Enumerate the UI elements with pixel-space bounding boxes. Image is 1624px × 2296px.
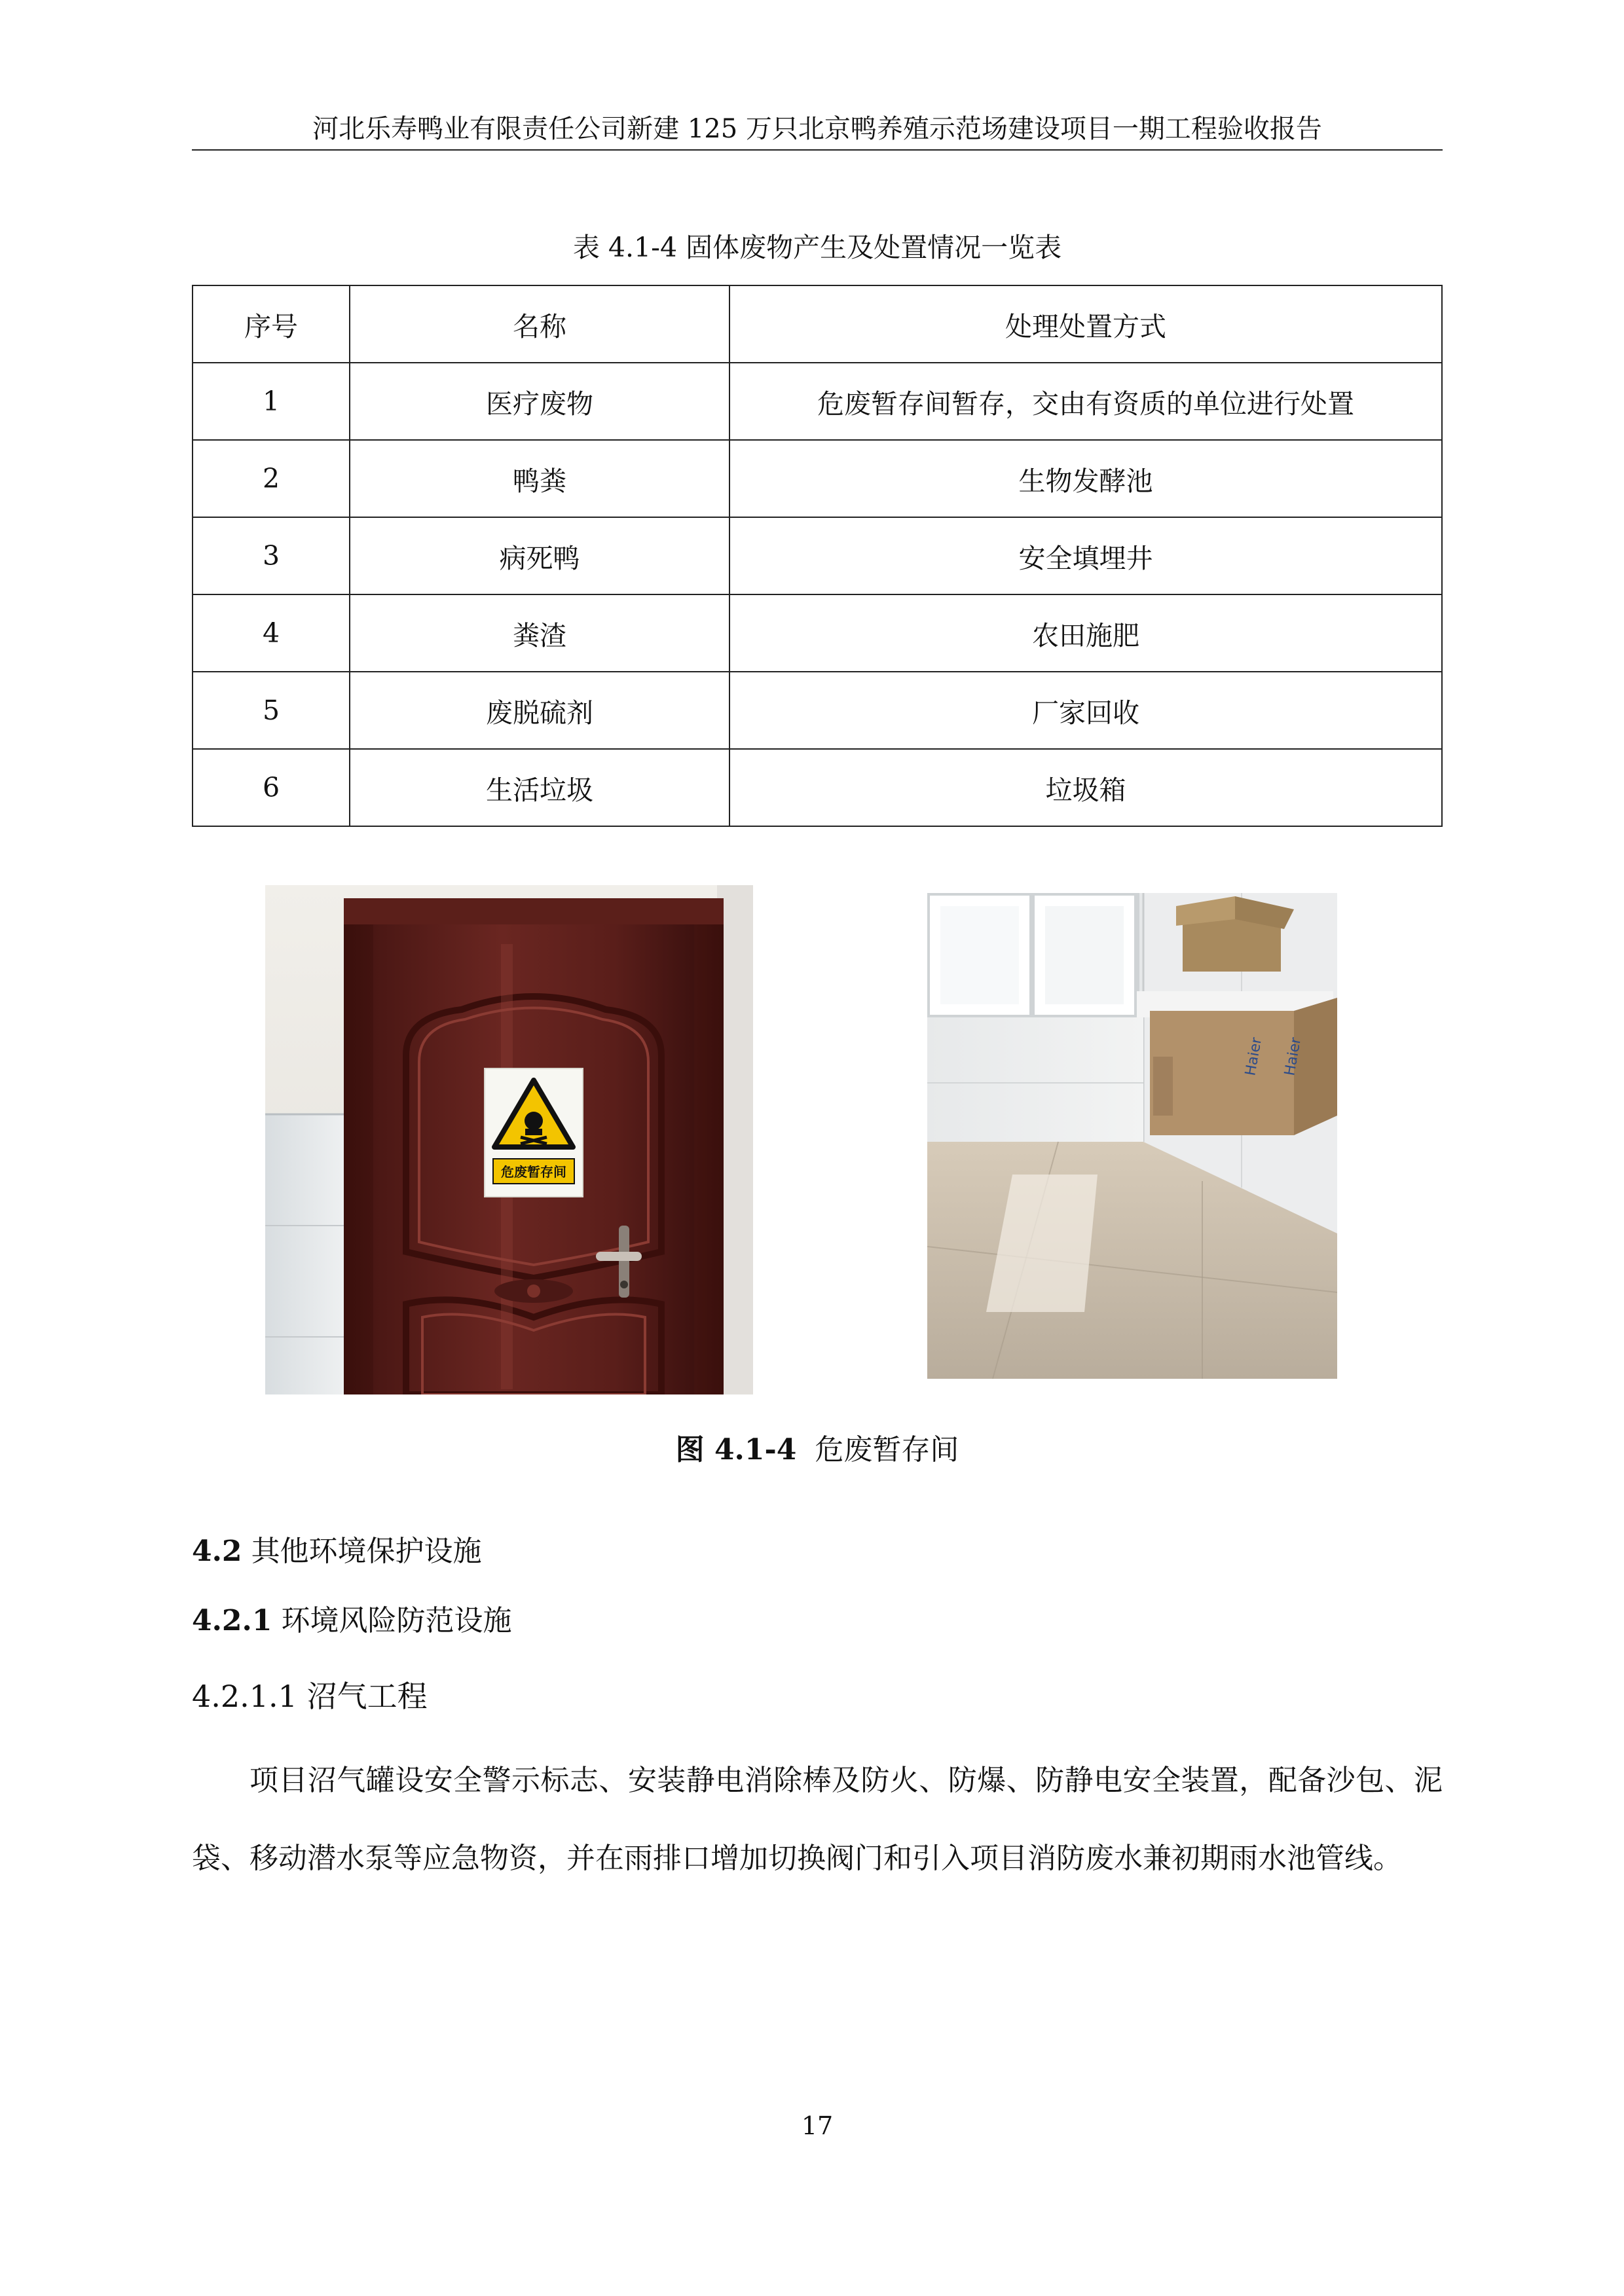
- section-title: 其他环境保护设施: [251, 1535, 482, 1568]
- cell-seq: 1: [193, 363, 350, 440]
- box-brand-label-2: Haier: [1282, 1036, 1305, 1078]
- column-header-method: 处理处置方式: [729, 285, 1442, 363]
- section-number: 4.2.1: [192, 1604, 272, 1637]
- section-heading-4-2-1-1: [192, 1676, 428, 1717]
- cell-seq: 5: [193, 672, 350, 749]
- cell-seq: 4: [193, 594, 350, 672]
- figure-caption: [192, 1430, 1443, 1470]
- section-heading-4-2-1: [192, 1601, 511, 1641]
- door-photo: [265, 885, 753, 1394]
- cell-name: 生活垃圾: [350, 749, 729, 826]
- column-header-name: 名称: [350, 285, 729, 363]
- table-header-row: [193, 285, 1442, 363]
- table-row: [193, 363, 1442, 440]
- column-header-seq: 序号: [193, 285, 350, 363]
- running-header: 河北乐寿鸭业有限责任公司新建 125 万只北京鸭养殖示范场建设项目一期工程验收报告: [312, 114, 1322, 144]
- cell-method: 安全填埋井: [729, 517, 1442, 594]
- cell-seq: 2: [193, 440, 350, 517]
- cell-method: 危废暂存间暂存，交由有资质的单位进行处置: [729, 363, 1442, 440]
- cell-name: 废脱硫剂: [350, 672, 729, 749]
- section-title: 环境风险防范设施: [281, 1604, 512, 1637]
- table-row: [193, 672, 1442, 749]
- table-caption: 表 4.1-4 固体废物产生及处置情况一览表: [572, 232, 1062, 263]
- figure-number: 图 4.1-4: [675, 1433, 797, 1467]
- cell-name: 医疗废物: [350, 363, 729, 440]
- cell-method: 厂家回收: [729, 672, 1442, 749]
- section-heading-4-2: [192, 1532, 482, 1571]
- figure-title: 危废暂存间: [815, 1433, 959, 1467]
- page-number: 17: [801, 2111, 834, 2140]
- section-number: 4.2: [192, 1535, 242, 1568]
- section-title: 沼气工程: [306, 1679, 428, 1714]
- table-row: [193, 749, 1442, 826]
- table-row: [193, 517, 1442, 594]
- cell-seq: 6: [193, 749, 350, 826]
- cell-name: 粪渣: [350, 594, 729, 672]
- section-number: 4.2.1.1: [192, 1679, 297, 1714]
- table-row: [193, 440, 1442, 517]
- solid-waste-table: [192, 285, 1443, 827]
- body-paragraph: 项目沼气罐设安全警示标志、安装静电消除棒及防火、防爆、防静电安全装置，配备沙包、泥袋、移动潜水泵等应急物资，并在雨排口增加切换阀门和引入项目消防废水兼初期雨水池管线。: [192, 1764, 1443, 1875]
- cell-method: 农田施肥: [729, 594, 1442, 672]
- cell-method: 垃圾箱: [729, 749, 1442, 826]
- table-row: [193, 594, 1442, 672]
- header-rule: [192, 149, 1443, 151]
- storage-room-photo: [927, 893, 1337, 1379]
- door-sign-label: 危废暂存间: [501, 1164, 566, 1180]
- cell-seq: 3: [193, 517, 350, 594]
- box-brand-label: Haier: [1242, 1036, 1266, 1078]
- cell-method: 生物发酵池: [729, 440, 1442, 517]
- cell-name: 鸭粪: [350, 440, 729, 517]
- cell-name: 病死鸭: [350, 517, 729, 594]
